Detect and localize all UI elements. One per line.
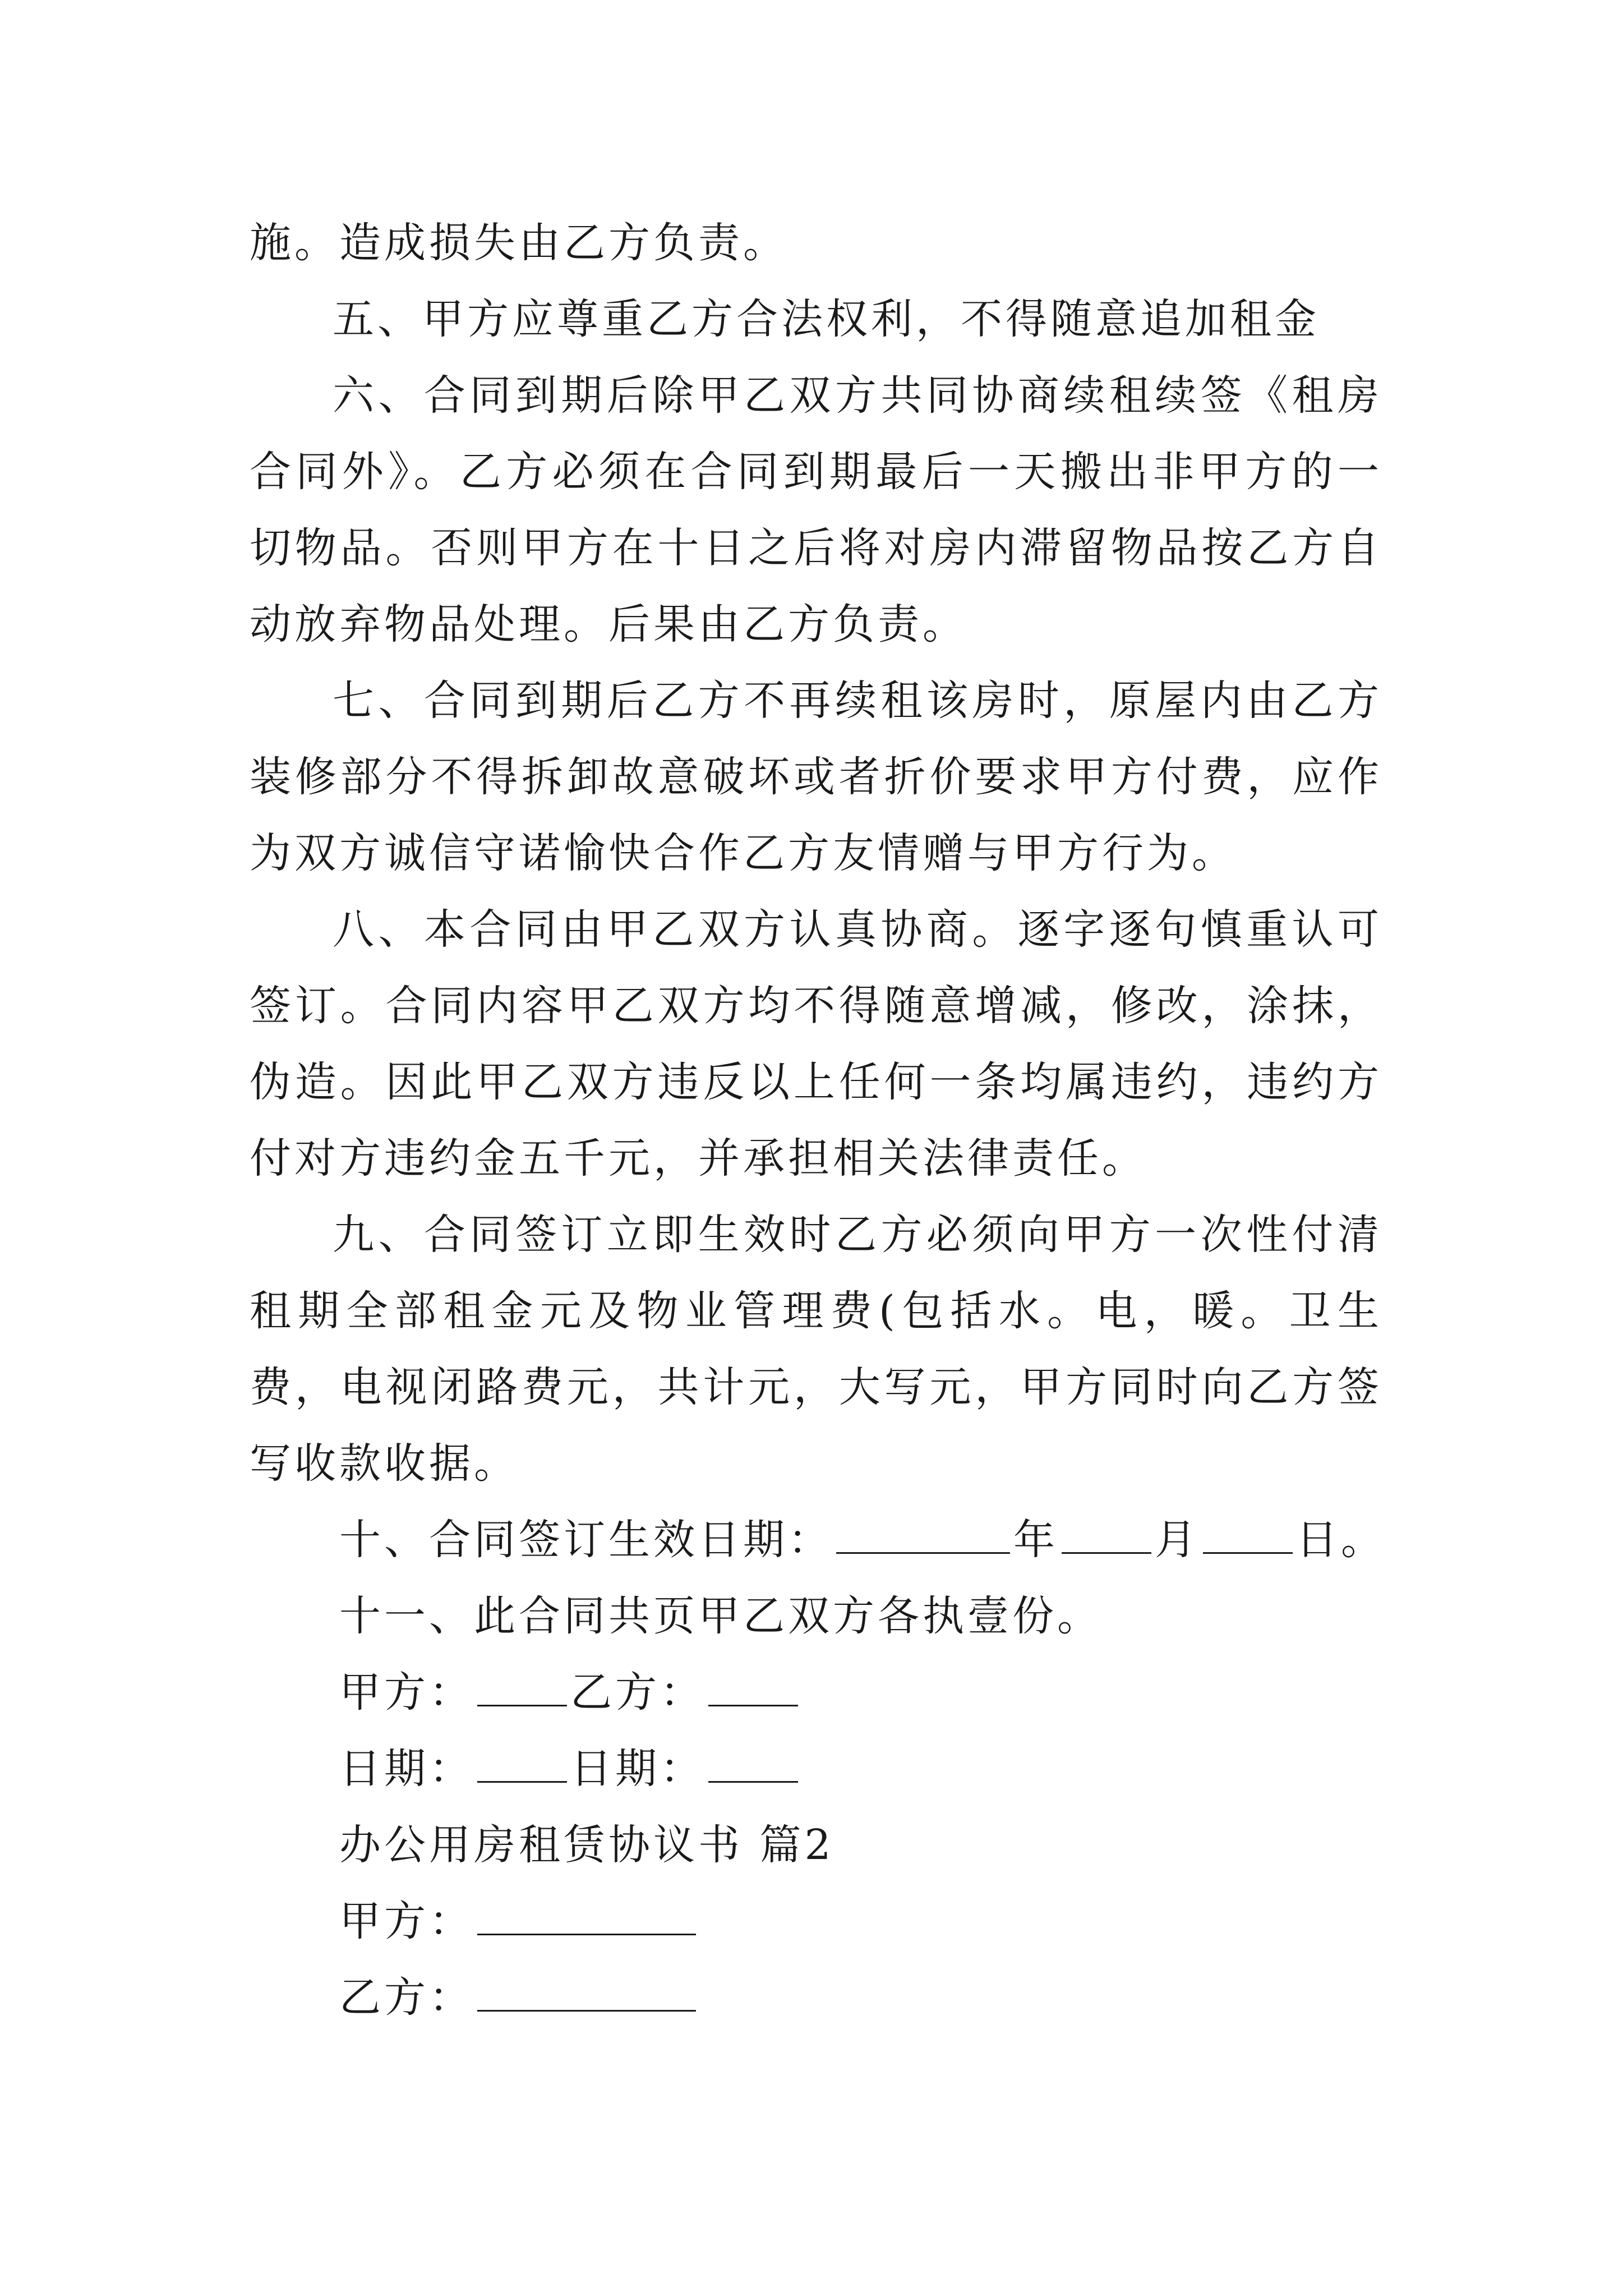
- year-blank: [836, 1517, 1010, 1554]
- date-a-blank: [477, 1746, 567, 1783]
- party-a-blank: [477, 1669, 567, 1706]
- day-blank: [1203, 1517, 1293, 1554]
- date-a-label: 日期：: [339, 1745, 474, 1793]
- effective-date-label: 十、合同签订生效日期：: [339, 1516, 833, 1564]
- party-a-heading: 甲方：: [339, 1897, 474, 1945]
- clause-10-effective-date: [250, 1502, 1386, 1578]
- clause-11-copies: 十一、此合同共页甲乙双方各执壹份。: [339, 1592, 1102, 1640]
- section-title: 办公用房租赁协议书 篇2: [339, 1821, 834, 1869]
- day-label: 日。: [1296, 1516, 1386, 1564]
- party-b-blank: [708, 1669, 798, 1706]
- signature-party-line: [250, 1654, 1382, 1731]
- month-label: 月: [1155, 1516, 1200, 1564]
- clause-5: 五、甲方应尊重乙方合法权利，不得随意追加租金: [333, 295, 1320, 343]
- clause-6: 六、合同到期后除甲乙双方共同协商续租续签《租房合同外》。乙方必须在合同到期最后一天搬出非甲方的一切物品。否则甲方在十日之后将对房内滞留物品按乙方自动放弃物品处理。后果由乙方负责。: [250, 371, 1382, 648]
- party-b-heading: 乙方：: [339, 1973, 474, 2022]
- party-b-name-blank: [477, 1975, 696, 2012]
- signature-date-line: [250, 1731, 1382, 1807]
- party-b-label: 乙方：: [570, 1668, 705, 1717]
- party-a-label: 甲方：: [339, 1668, 474, 1717]
- clause-8: 八、本合同由甲乙双方认真协商。逐字逐句慎重认可签订。合同内容甲乙双方均不得随意增减，修改，涂抹，伪造。因此甲乙双方违反以上任何一条均属违约，违约方付对方违约金五千元，并承担相关法律责任。: [250, 905, 1382, 1182]
- date-b-label: 日期：: [570, 1745, 705, 1793]
- party-a-line: [250, 1883, 1382, 1959]
- party-a-name-blank: [477, 1898, 696, 1935]
- clause-7: 七、合同到期后乙方不再续租该房时，原屋内由乙方装修部分不得拆卸故意破坏或者折价要求甲方付费，应作为双方诚信守诺愉快合作乙方友情赠与甲方行为。: [250, 677, 1382, 877]
- month-blank: [1062, 1517, 1151, 1554]
- party-b-line: [250, 1959, 1382, 2036]
- document-body: [250, 205, 1386, 2036]
- clause-9: 九、合同签订立即生效时乙方必须向甲方一次性付清租期全部租金元及物业管理费(包括水。电，暖。卫生费，电视闭路费元，共计元，大写元，甲方同时向乙方签写收款收据。: [250, 1211, 1382, 1488]
- date-b-blank: [708, 1746, 798, 1783]
- paragraph-continuation: 施。造成损失由乙方负责。: [250, 219, 788, 267]
- year-label: 年: [1013, 1516, 1058, 1564]
